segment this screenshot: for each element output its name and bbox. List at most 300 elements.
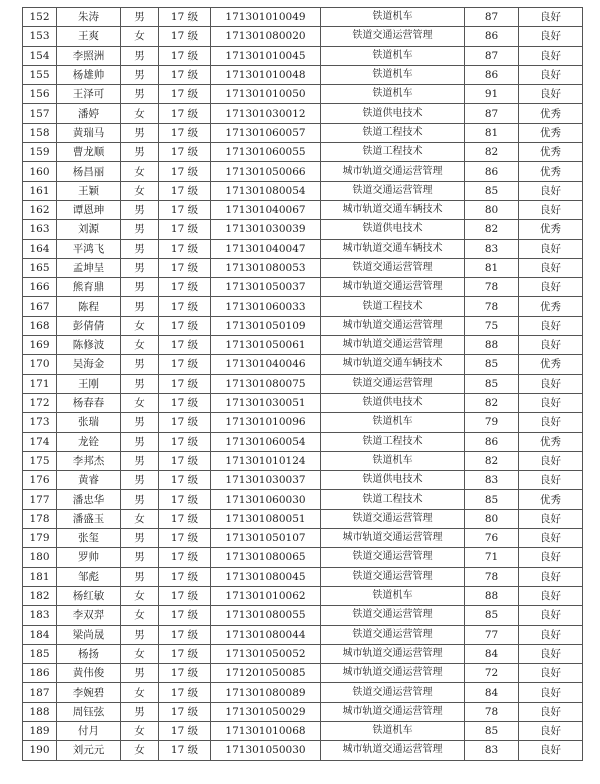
major-cell: 城市轨道交通运营管理 <box>321 336 465 355</box>
rating-cell: 优秀 <box>519 297 583 316</box>
table-row <box>23 413 583 432</box>
row-number-cell: 175 <box>23 451 57 470</box>
grade-year-cell: 17 级 <box>159 297 211 316</box>
score-cell: 84 <box>465 683 519 702</box>
table-row <box>23 721 583 740</box>
grade-year-cell: 17 级 <box>159 278 211 297</box>
major-cell: 铁道交通运营管理 <box>321 509 465 528</box>
gender-cell: 男 <box>121 200 159 219</box>
grade-year-cell: 17 级 <box>159 413 211 432</box>
major-cell: 铁道机车 <box>321 586 465 605</box>
major-cell: 铁道交通运营管理 <box>321 606 465 625</box>
major-cell: 铁道供电技术 <box>321 104 465 123</box>
grade-year-cell: 17 级 <box>159 567 211 586</box>
gender-cell: 女 <box>121 104 159 123</box>
score-cell: 84 <box>465 644 519 663</box>
student-name-cell: 黄瑞马 <box>57 123 121 142</box>
student-id-cell: 171301050030 <box>211 741 321 760</box>
table-row <box>23 393 583 412</box>
rating-cell: 良好 <box>519 46 583 65</box>
student-name-cell: 龙铨 <box>57 432 121 451</box>
row-number-cell: 163 <box>23 220 57 239</box>
gender-cell: 男 <box>121 471 159 490</box>
rating-cell: 良好 <box>519 606 583 625</box>
grade-year-cell: 17 级 <box>159 393 211 412</box>
gender-cell: 男 <box>121 65 159 84</box>
student-name-cell: 潘盛玉 <box>57 509 121 528</box>
grade-year-cell: 17 级 <box>159 355 211 374</box>
student-name-cell: 罗帅 <box>57 548 121 567</box>
rating-cell: 优秀 <box>519 432 583 451</box>
score-cell: 87 <box>465 8 519 27</box>
row-number-cell: 156 <box>23 85 57 104</box>
student-name-cell: 王泽可 <box>57 85 121 104</box>
student-id-cell: 171301040067 <box>211 200 321 219</box>
gender-cell: 女 <box>121 509 159 528</box>
student-name-cell: 张瑞 <box>57 413 121 432</box>
major-cell: 铁道机车 <box>321 413 465 432</box>
student-id-cell: 171301030037 <box>211 471 321 490</box>
major-cell: 铁道机车 <box>321 721 465 740</box>
student-name-cell: 梁尚晟 <box>57 625 121 644</box>
rating-cell: 良好 <box>519 27 583 46</box>
table-row <box>23 741 583 760</box>
grade-year-cell: 17 级 <box>159 451 211 470</box>
gender-cell: 男 <box>121 664 159 683</box>
table-row <box>23 625 583 644</box>
row-number-cell: 155 <box>23 65 57 84</box>
score-cell: 78 <box>465 278 519 297</box>
student-name-cell: 付月 <box>57 721 121 740</box>
student-id-cell: 171201050085 <box>211 664 321 683</box>
grade-year-cell: 17 级 <box>159 471 211 490</box>
grade-year-cell: 17 级 <box>159 220 211 239</box>
student-id-cell: 171301060057 <box>211 123 321 142</box>
rating-cell: 良好 <box>519 471 583 490</box>
gender-cell: 男 <box>121 85 159 104</box>
table-row <box>23 258 583 277</box>
student-id-cell: 171301030051 <box>211 393 321 412</box>
score-cell: 86 <box>465 27 519 46</box>
gender-cell: 男 <box>121 567 159 586</box>
major-cell: 铁道交通运营管理 <box>321 683 465 702</box>
score-cell: 82 <box>465 143 519 162</box>
gender-cell: 男 <box>121 220 159 239</box>
table-row <box>23 586 583 605</box>
major-cell: 城市轨道交通运营管理 <box>321 316 465 335</box>
grade-year-cell: 17 级 <box>159 721 211 740</box>
student-name-cell: 周钰弦 <box>57 702 121 721</box>
grade-year-cell: 17 级 <box>159 644 211 663</box>
row-number-cell: 165 <box>23 258 57 277</box>
grade-year-cell: 17 级 <box>159 529 211 548</box>
major-cell: 铁道交通运营管理 <box>321 374 465 393</box>
student-id-cell: 171301060054 <box>211 432 321 451</box>
table-row <box>23 548 583 567</box>
grade-year-cell: 17 级 <box>159 741 211 760</box>
major-cell: 铁道工程技术 <box>321 143 465 162</box>
student-id-cell: 171301080053 <box>211 258 321 277</box>
rating-cell: 良好 <box>519 509 583 528</box>
student-id-cell: 171301010096 <box>211 413 321 432</box>
student-id-cell: 171301060055 <box>211 143 321 162</box>
row-number-cell: 182 <box>23 586 57 605</box>
rating-cell: 良好 <box>519 393 583 412</box>
table-row <box>23 644 583 663</box>
rating-cell: 良好 <box>519 65 583 84</box>
rating-cell: 优秀 <box>519 220 583 239</box>
gender-cell: 男 <box>121 46 159 65</box>
rating-cell: 良好 <box>519 721 583 740</box>
student-name-cell: 刘元元 <box>57 741 121 760</box>
row-number-cell: 186 <box>23 664 57 683</box>
gender-cell: 女 <box>121 336 159 355</box>
student-name-cell: 曹龙顺 <box>57 143 121 162</box>
student-name-cell: 陈修波 <box>57 336 121 355</box>
table-row <box>23 529 583 548</box>
student-name-cell: 吴海金 <box>57 355 121 374</box>
grade-year-cell: 17 级 <box>159 85 211 104</box>
grade-year-cell: 17 级 <box>159 258 211 277</box>
major-cell: 城市轨道交通车辆技术 <box>321 239 465 258</box>
table-row <box>23 374 583 393</box>
rating-cell: 良好 <box>519 741 583 760</box>
student-id-cell: 171301080054 <box>211 181 321 200</box>
grade-year-cell: 17 级 <box>159 162 211 181</box>
student-name-cell: 陈程 <box>57 297 121 316</box>
score-cell: 72 <box>465 664 519 683</box>
rating-cell: 良好 <box>519 239 583 258</box>
score-cell: 86 <box>465 432 519 451</box>
rating-cell: 优秀 <box>519 104 583 123</box>
student-name-cell: 杨扬 <box>57 644 121 663</box>
student-id-cell: 171301010049 <box>211 8 321 27</box>
student-id-cell: 171301050109 <box>211 316 321 335</box>
rating-cell: 良好 <box>519 200 583 219</box>
gender-cell: 男 <box>121 355 159 374</box>
student-roster-table <box>22 7 583 761</box>
student-name-cell: 潘婷 <box>57 104 121 123</box>
rating-cell: 良好 <box>519 586 583 605</box>
gender-cell: 女 <box>121 162 159 181</box>
grade-year-cell: 17 级 <box>159 625 211 644</box>
student-name-cell: 黄睿 <box>57 471 121 490</box>
rating-cell: 优秀 <box>519 490 583 509</box>
rating-cell: 良好 <box>519 683 583 702</box>
gender-cell: 男 <box>121 258 159 277</box>
student-id-cell: 171301080075 <box>211 374 321 393</box>
student-name-cell: 熊育鼎 <box>57 278 121 297</box>
grade-year-cell: 17 级 <box>159 239 211 258</box>
rating-cell: 优秀 <box>519 123 583 142</box>
row-number-cell: 168 <box>23 316 57 335</box>
row-number-cell: 166 <box>23 278 57 297</box>
table-row <box>23 490 583 509</box>
row-number-cell: 167 <box>23 297 57 316</box>
major-cell: 铁道机车 <box>321 8 465 27</box>
table-row <box>23 336 583 355</box>
major-cell: 铁道机车 <box>321 46 465 65</box>
rating-cell: 良好 <box>519 374 583 393</box>
major-cell: 铁道机车 <box>321 65 465 84</box>
score-cell: 82 <box>465 220 519 239</box>
student-id-cell: 171301030012 <box>211 104 321 123</box>
row-number-cell: 158 <box>23 123 57 142</box>
student-id-cell: 171301010062 <box>211 586 321 605</box>
rating-cell: 良好 <box>519 258 583 277</box>
student-name-cell: 李婉碧 <box>57 683 121 702</box>
table-row <box>23 702 583 721</box>
score-cell: 78 <box>465 702 519 721</box>
table-row <box>23 104 583 123</box>
student-id-cell: 171301080020 <box>211 27 321 46</box>
gender-cell: 女 <box>121 316 159 335</box>
gender-cell: 女 <box>121 683 159 702</box>
grade-year-cell: 17 级 <box>159 46 211 65</box>
student-name-cell: 谭恩珅 <box>57 200 121 219</box>
grade-year-cell: 17 级 <box>159 104 211 123</box>
gender-cell: 男 <box>121 432 159 451</box>
row-number-cell: 170 <box>23 355 57 374</box>
student-id-cell: 171301050037 <box>211 278 321 297</box>
row-number-cell: 174 <box>23 432 57 451</box>
row-number-cell: 179 <box>23 529 57 548</box>
major-cell: 城市轨道交通车辆技术 <box>321 200 465 219</box>
major-cell: 城市轨道交通运营管理 <box>321 162 465 181</box>
score-cell: 86 <box>465 65 519 84</box>
row-number-cell: 183 <box>23 606 57 625</box>
rating-cell: 良好 <box>519 625 583 644</box>
score-cell: 88 <box>465 586 519 605</box>
student-id-cell: 171301010124 <box>211 451 321 470</box>
score-cell: 80 <box>465 509 519 528</box>
major-cell: 铁道工程技术 <box>321 432 465 451</box>
student-id-cell: 171301050066 <box>211 162 321 181</box>
score-cell: 71 <box>465 548 519 567</box>
score-cell: 85 <box>465 374 519 393</box>
major-cell: 铁道交通运营管理 <box>321 27 465 46</box>
gender-cell: 男 <box>121 702 159 721</box>
student-id-cell: 171301060030 <box>211 490 321 509</box>
gender-cell: 男 <box>121 529 159 548</box>
score-cell: 85 <box>465 181 519 200</box>
grade-year-cell: 17 级 <box>159 123 211 142</box>
student-id-cell: 171301060033 <box>211 297 321 316</box>
student-id-cell: 171301010068 <box>211 721 321 740</box>
student-name-cell: 王爽 <box>57 27 121 46</box>
gender-cell: 女 <box>121 27 159 46</box>
major-cell: 铁道交通运营管理 <box>321 548 465 567</box>
row-number-cell: 162 <box>23 200 57 219</box>
row-number-cell: 173 <box>23 413 57 432</box>
major-cell: 铁道工程技术 <box>321 123 465 142</box>
grade-year-cell: 17 级 <box>159 490 211 509</box>
rating-cell: 良好 <box>519 644 583 663</box>
grade-year-cell: 17 级 <box>159 374 211 393</box>
rating-cell: 良好 <box>519 451 583 470</box>
student-id-cell: 171301050107 <box>211 529 321 548</box>
rating-cell: 良好 <box>519 316 583 335</box>
score-cell: 76 <box>465 529 519 548</box>
gender-cell: 男 <box>121 451 159 470</box>
student-id-cell: 171301030039 <box>211 220 321 239</box>
table-row <box>23 220 583 239</box>
student-name-cell: 邹彪 <box>57 567 121 586</box>
grade-year-cell: 17 级 <box>159 509 211 528</box>
table-row <box>23 27 583 46</box>
major-cell: 铁道交通运营管理 <box>321 567 465 586</box>
score-cell: 83 <box>465 471 519 490</box>
row-number-cell: 185 <box>23 644 57 663</box>
rating-cell: 良好 <box>519 413 583 432</box>
score-cell: 81 <box>465 258 519 277</box>
gender-cell: 男 <box>121 413 159 432</box>
table-row <box>23 8 583 27</box>
score-cell: 78 <box>465 567 519 586</box>
grade-year-cell: 17 级 <box>159 143 211 162</box>
row-number-cell: 153 <box>23 27 57 46</box>
gender-cell: 男 <box>121 490 159 509</box>
major-cell: 铁道交通运营管理 <box>321 625 465 644</box>
row-number-cell: 160 <box>23 162 57 181</box>
score-cell: 77 <box>465 625 519 644</box>
row-number-cell: 157 <box>23 104 57 123</box>
student-name-cell: 彭倩倩 <box>57 316 121 335</box>
rating-cell: 良好 <box>519 8 583 27</box>
table-row <box>23 432 583 451</box>
grade-year-cell: 17 级 <box>159 65 211 84</box>
row-number-cell: 178 <box>23 509 57 528</box>
row-number-cell: 164 <box>23 239 57 258</box>
score-cell: 87 <box>465 46 519 65</box>
student-name-cell: 李双羿 <box>57 606 121 625</box>
table-row <box>23 46 583 65</box>
student-name-cell: 朱涛 <box>57 8 121 27</box>
score-cell: 79 <box>465 413 519 432</box>
grade-year-cell: 17 级 <box>159 27 211 46</box>
row-number-cell: 190 <box>23 741 57 760</box>
major-cell: 铁道机车 <box>321 85 465 104</box>
student-name-cell: 李邦杰 <box>57 451 121 470</box>
rating-cell: 优秀 <box>519 355 583 374</box>
grade-year-cell: 17 级 <box>159 548 211 567</box>
student-name-cell: 王刚 <box>57 374 121 393</box>
row-number-cell: 187 <box>23 683 57 702</box>
row-number-cell: 172 <box>23 393 57 412</box>
grade-year-cell: 17 级 <box>159 200 211 219</box>
table-row <box>23 471 583 490</box>
score-cell: 87 <box>465 104 519 123</box>
rating-cell: 良好 <box>519 548 583 567</box>
table-row <box>23 181 583 200</box>
grade-year-cell: 17 级 <box>159 702 211 721</box>
row-number-cell: 189 <box>23 721 57 740</box>
score-cell: 85 <box>465 721 519 740</box>
student-id-cell: 171301080044 <box>211 625 321 644</box>
student-name-cell: 平鸿飞 <box>57 239 121 258</box>
table-row <box>23 278 583 297</box>
row-number-cell: 161 <box>23 181 57 200</box>
row-number-cell: 169 <box>23 336 57 355</box>
rating-cell: 良好 <box>519 702 583 721</box>
score-cell: 88 <box>465 336 519 355</box>
student-name-cell: 孟坤呈 <box>57 258 121 277</box>
gender-cell: 女 <box>121 586 159 605</box>
grade-year-cell: 17 级 <box>159 664 211 683</box>
rating-cell: 良好 <box>519 85 583 104</box>
major-cell: 铁道机车 <box>321 451 465 470</box>
score-cell: 91 <box>465 85 519 104</box>
major-cell: 城市轨道交通运营管理 <box>321 529 465 548</box>
score-cell: 85 <box>465 355 519 374</box>
table-row <box>23 567 583 586</box>
student-name-cell: 杨昌丽 <box>57 162 121 181</box>
table-row <box>23 509 583 528</box>
table-row <box>23 606 583 625</box>
gender-cell: 女 <box>121 644 159 663</box>
student-id-cell: 171301080065 <box>211 548 321 567</box>
rating-cell: 良好 <box>519 567 583 586</box>
student-name-cell: 杨雄帅 <box>57 65 121 84</box>
row-number-cell: 184 <box>23 625 57 644</box>
table-row <box>23 143 583 162</box>
table-row <box>23 65 583 84</box>
rating-cell: 良好 <box>519 278 583 297</box>
student-name-cell: 杨春春 <box>57 393 121 412</box>
gender-cell: 男 <box>121 297 159 316</box>
grade-year-cell: 17 级 <box>159 8 211 27</box>
grade-year-cell: 17 级 <box>159 432 211 451</box>
student-id-cell: 171301010045 <box>211 46 321 65</box>
major-cell: 铁道供电技术 <box>321 220 465 239</box>
score-cell: 82 <box>465 393 519 412</box>
score-cell: 80 <box>465 200 519 219</box>
major-cell: 城市轨道交通运营管理 <box>321 664 465 683</box>
row-number-cell: 171 <box>23 374 57 393</box>
student-name-cell: 黄伟俊 <box>57 664 121 683</box>
student-id-cell: 171301080089 <box>211 683 321 702</box>
gender-cell: 男 <box>121 239 159 258</box>
student-id-cell: 171301050052 <box>211 644 321 663</box>
major-cell: 城市轨道交通车辆技术 <box>321 355 465 374</box>
grade-year-cell: 17 级 <box>159 181 211 200</box>
row-number-cell: 154 <box>23 46 57 65</box>
student-id-cell: 171301040047 <box>211 239 321 258</box>
table-row <box>23 683 583 702</box>
score-cell: 82 <box>465 451 519 470</box>
major-cell: 城市轨道交通运营管理 <box>321 741 465 760</box>
major-cell: 铁道供电技术 <box>321 471 465 490</box>
grade-year-cell: 17 级 <box>159 586 211 605</box>
row-number-cell: 159 <box>23 143 57 162</box>
student-id-cell: 171301080045 <box>211 567 321 586</box>
grade-year-cell: 17 级 <box>159 336 211 355</box>
gender-cell: 男 <box>121 278 159 297</box>
score-cell: 85 <box>465 606 519 625</box>
major-cell: 城市轨道交通运营管理 <box>321 278 465 297</box>
row-number-cell: 176 <box>23 471 57 490</box>
major-cell: 铁道供电技术 <box>321 393 465 412</box>
rating-cell: 优秀 <box>519 162 583 181</box>
gender-cell: 男 <box>121 123 159 142</box>
rating-cell: 良好 <box>519 336 583 355</box>
major-cell: 铁道交通运营管理 <box>321 181 465 200</box>
score-cell: 75 <box>465 316 519 335</box>
student-id-cell: 171301010050 <box>211 85 321 104</box>
student-name-cell: 李照洲 <box>57 46 121 65</box>
score-cell: 78 <box>465 297 519 316</box>
student-name-cell: 张玺 <box>57 529 121 548</box>
